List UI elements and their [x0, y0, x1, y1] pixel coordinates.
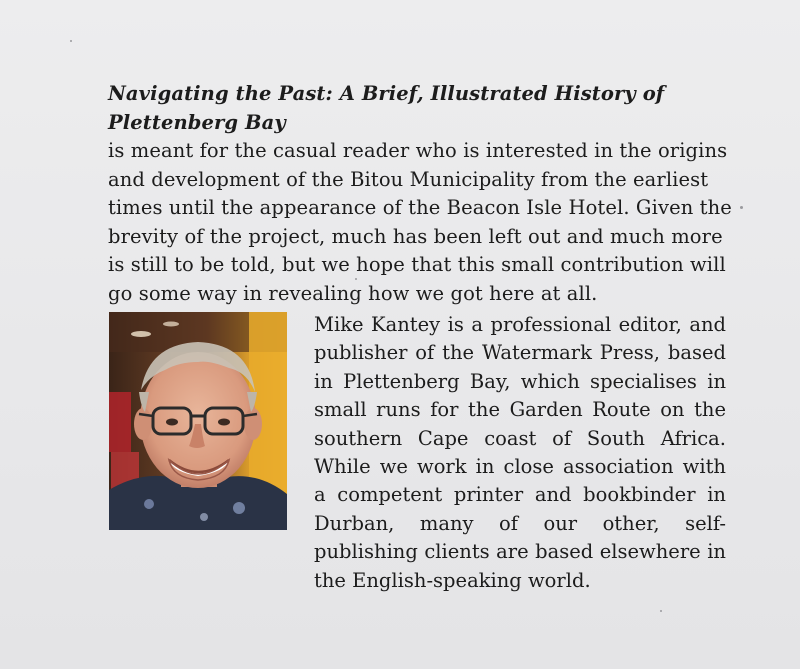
author-portrait-icon: [109, 312, 287, 530]
paper-speck: [70, 40, 72, 42]
paper-speck: [660, 610, 662, 612]
book-description: [108, 80, 732, 308]
book-title: Navigating the Past: A Brief, Illustrated History of Plettenberg Bay: [108, 82, 665, 134]
paper-speck: [740, 206, 743, 209]
paper-speck: [355, 278, 357, 280]
author-bio: Mike Kantey is a professional editor, and publisher of the Watermark Press, based in Plettenberg Bay, which specialises in small runs for the Garden Route on the southern Cape coast of South Africa. While we work in close association with a competent printer and bookbinder in Durban, many of our other, self-publishing clients are based elsewhere in the English-speaking world.: [314, 313, 726, 592]
book-description-text: is meant for the casual reader who is interested in the origins and development of the Bitou Municipality from the earliest times until the appearance of the Beacon Isle Hotel. Given the brevity of the project, much has been left out and much more is still to be told, but we hope that this small contribution will go some way in revealing how we got here at all.: [108, 139, 732, 305]
author-photo: [109, 312, 287, 530]
